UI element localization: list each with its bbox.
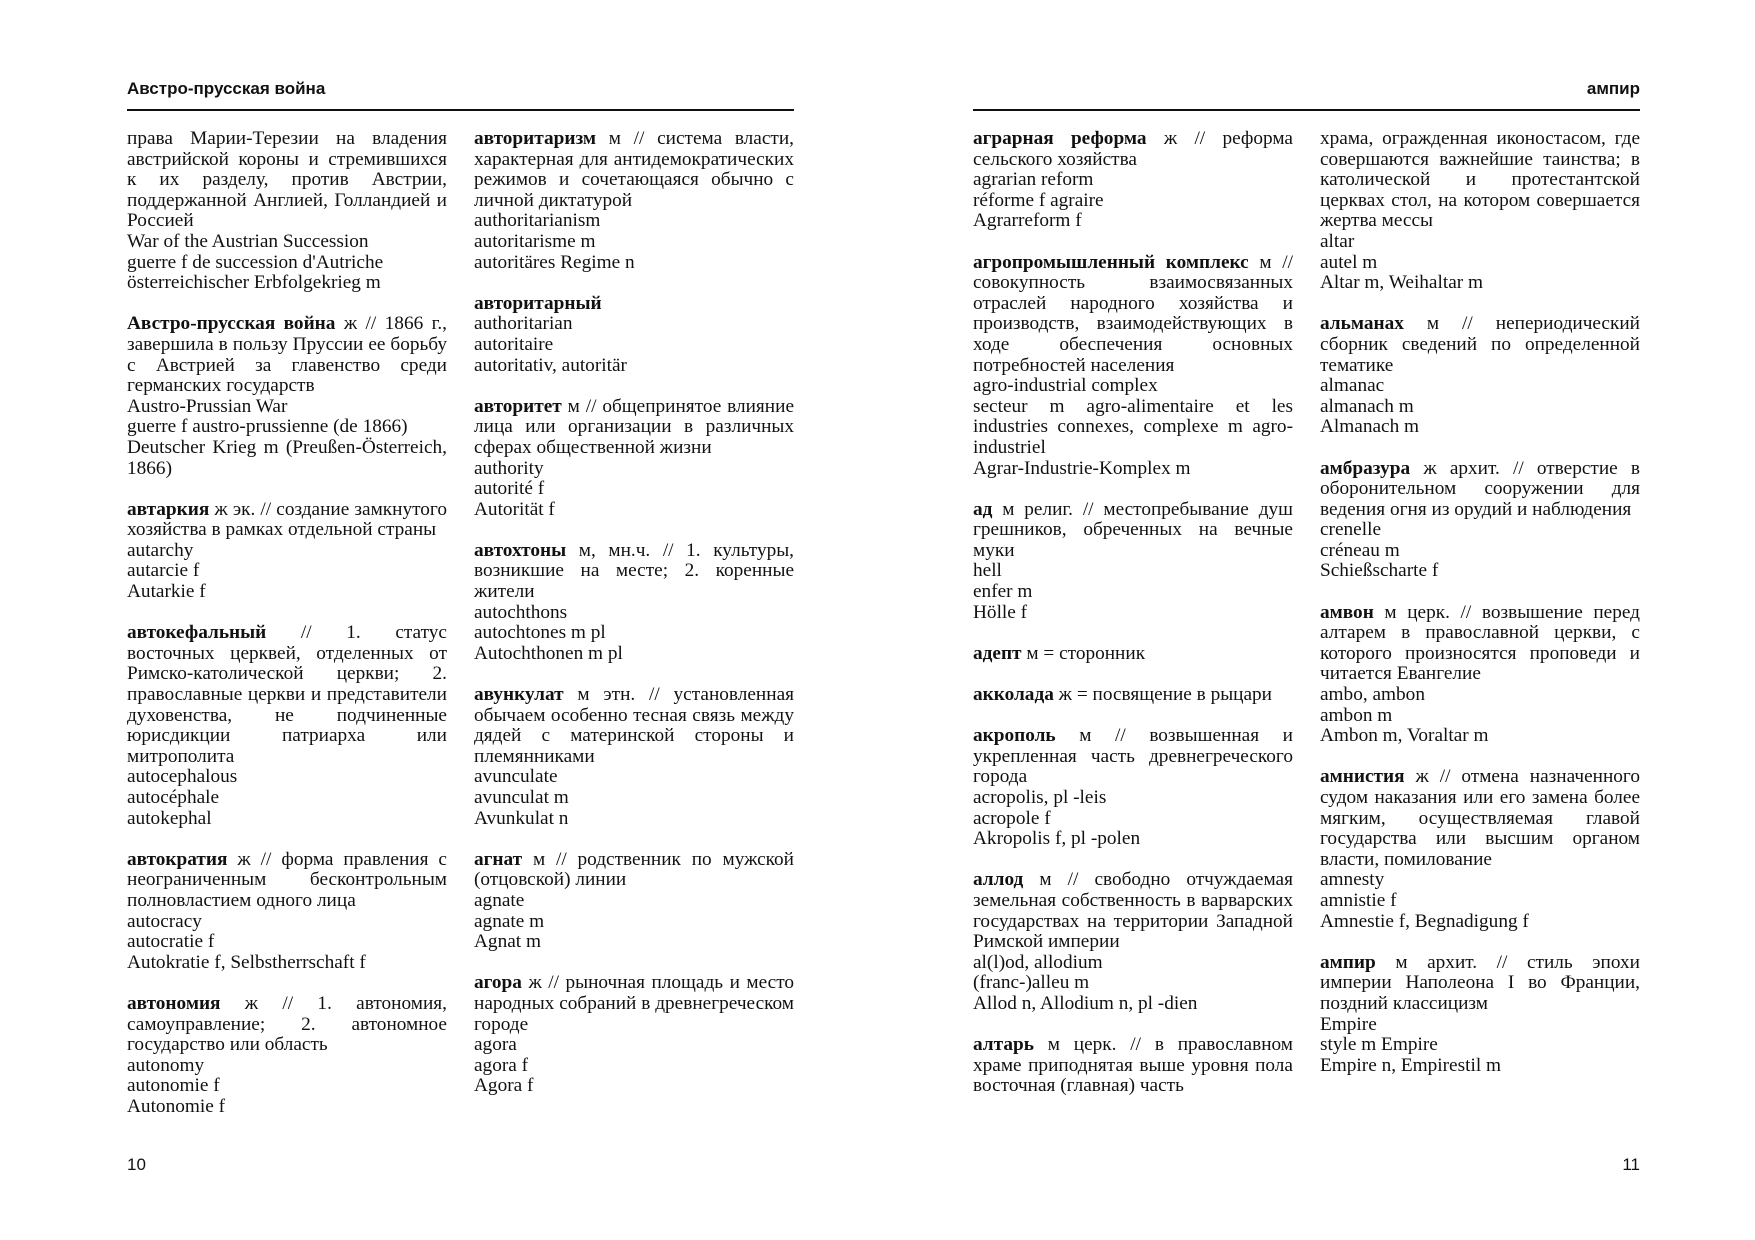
translation-fr: créneau m	[1320, 539, 1400, 561]
translation-de: Autochthonen m pl	[474, 642, 623, 664]
translation-fr: agnate m	[474, 910, 545, 932]
definition: м церк. // возвышение перед алтарем в православной церкви, с которого произносятся проповеди и читается Евангелие	[1320, 601, 1640, 685]
translation-en: al(l)od, allodium	[973, 951, 1103, 973]
translation-en: altar	[1320, 230, 1355, 252]
entry-agora	[474, 973, 794, 1097]
headword: автономия	[127, 992, 221, 1014]
entry-altar-continuation	[1320, 129, 1640, 294]
translation-fr: style m Empire	[1320, 1034, 1438, 1056]
translation-en: autocracy	[127, 910, 202, 932]
translation-fr: agora f	[474, 1054, 529, 1076]
entry-avtoritarizm	[474, 129, 794, 273]
translation-fr: autoritarisme m	[474, 230, 596, 252]
translation-fr: autoritaire	[474, 333, 554, 355]
definition: м // возвышенная и укрепленная часть древнегреческого города	[973, 725, 1293, 788]
translation-de: Akropolis f, pl -polen	[973, 828, 1141, 850]
definition: м // совокупность взаимосвязанных отраслей народного хозяйства и производств, взаимодействующих в ходе обеспечения основных потребностей населения	[973, 251, 1293, 376]
translation-fr: ambon m	[1320, 704, 1393, 726]
definition: м // общепринятое влияние лица или организации в различных сферах общественной жизни	[474, 395, 794, 458]
translation-fr: autocéphale	[127, 787, 220, 808]
translation-en: almanac	[1320, 375, 1385, 397]
headword: Австро-прусская война	[127, 313, 336, 335]
definition: храма, огражденная иконостасом, где совершаются важнейшие таинства; в католической и протестантской церквах стол, на котором совершается жертва мессы	[1320, 128, 1640, 232]
translation-en: authoritarianism	[474, 210, 601, 232]
right-page	[973, 0, 1640, 1240]
headword: аллод	[973, 869, 1024, 891]
column-2	[1320, 129, 1640, 1097]
column-1	[973, 129, 1293, 1118]
definition: м этн. // установленная обычаем особенно тесная связь между дядей с материнской стороны и племянниками	[474, 684, 794, 767]
headword: авункулат	[474, 684, 564, 706]
headword: автаркия	[127, 498, 210, 520]
entry-agrarnaya-reforma	[973, 129, 1293, 232]
translation-de: autokephal	[127, 807, 212, 829]
headword: алтарь	[973, 1034, 1034, 1056]
headword: агропромышленный комплекс	[973, 251, 1249, 273]
entry-altar	[973, 1035, 1293, 1097]
translation-en: acropolis, pl -leis	[973, 787, 1107, 808]
translation-de: Autonomie f	[127, 1095, 225, 1117]
translation-fr: (franc-)alleu m	[973, 972, 1090, 994]
headword: автокефальный	[127, 622, 267, 644]
definition: ж // 1866 г., завершила в пользу Пруссии ее борьбу с Австрией за главенство среди германских государств	[127, 313, 448, 397]
entry-amvon	[1320, 603, 1640, 747]
headword: адепт	[973, 642, 1022, 664]
translation-de: autoritativ, autoritär	[474, 354, 627, 376]
definition: м = сторонник	[1026, 642, 1146, 664]
translation-de: Autokratie f, Selbstherrschaft f	[127, 951, 366, 973]
column-1	[127, 129, 447, 1138]
translation-de: Almanach m	[1320, 416, 1420, 438]
translation-en: hell	[973, 560, 1002, 582]
translation-fr: autochtones m pl	[474, 622, 606, 644]
definition: ж эк. // создание замкнутого хозяйства в рамках отдельной страны	[127, 498, 447, 541]
entry-adept	[973, 644, 1293, 665]
definition: м религ. // местопребывание душ грешников, обреченных на вечные муки	[973, 498, 1293, 561]
headword: акколада	[973, 684, 1054, 706]
translation-de: autoritäres Regime n	[474, 251, 635, 273]
translation-de: Altar m, Weihaltar m	[1320, 272, 1484, 294]
page-number: 11	[1622, 1155, 1640, 1174]
left-page	[127, 0, 794, 1240]
translation-fr: autel m	[1320, 251, 1378, 273]
headword: автохтоны	[474, 539, 567, 561]
definition: ж = посвящение в рыцари	[1058, 684, 1272, 706]
entry-avtonomiya	[127, 994, 447, 1118]
entry-akropol	[973, 726, 1293, 850]
translation-de: österreichischer Erbfolgekrieg m	[127, 272, 381, 294]
headword: автократия	[127, 848, 228, 870]
translation-de: Empire n, Empirestil m	[1320, 1054, 1501, 1076]
translation-de: Autorität f	[474, 498, 555, 520]
headword: акрополь	[973, 725, 1056, 747]
translation-de: Avunkulat n	[474, 807, 569, 829]
translation-de: Hölle f	[973, 601, 1028, 623]
headword: аграрная реформа	[973, 128, 1147, 149]
running-head	[127, 79, 794, 105]
definition: м церк. // в православном храме приподнятая выше уровня пола восточная (главная) часть	[973, 1034, 1293, 1097]
entry-avtarkiya	[127, 500, 447, 603]
translation-en: crenelle	[1320, 519, 1382, 541]
entry-continuation	[127, 129, 447, 294]
definition: ж // рыночная площадь и место народных собраний в древнегреческом городе	[474, 972, 795, 1035]
translation-fr: guerre f austro-prussienne (de 1866)	[127, 416, 408, 438]
entry-ampir	[1320, 953, 1640, 1077]
headword: авторитаризм	[474, 128, 597, 149]
translation-en: autocephalous	[127, 766, 238, 788]
translation-en: agro-industrial complex	[973, 375, 1158, 397]
definition: м // свободно отчуждаемая земельная собственность в варварских государствах на территории Западной Римской империи	[973, 869, 1293, 953]
translation-en: agnate	[474, 889, 525, 911]
headword: агора	[474, 972, 522, 994]
header-rule	[973, 109, 1640, 111]
entry-avunkulat	[474, 685, 794, 829]
definition: права Марии-Терезии на владения австрийской короны и стремившихся к их разделу, против Австрии, поддержанной Англией, Голландией и Россией	[127, 128, 447, 232]
entry-avstro-prusskaya-voyna	[127, 314, 447, 479]
translation-en: agrarian reform	[973, 169, 1094, 191]
definition: ж // отмена назначенного судом наказания или его замена более мягким, осуществляемая главой государства или высшим органом власти, помилование	[1320, 766, 1640, 870]
translation-en: Austro-Prussian War	[127, 395, 288, 417]
translation-de: Agrar-Industrie-Komplex m	[973, 457, 1191, 479]
translation-fr: guerre f de succession d'Autriche	[127, 251, 384, 273]
translation-en: agora	[474, 1034, 517, 1056]
translation-de: Agnat m	[474, 931, 541, 953]
translation-fr: autonomie f	[127, 1075, 220, 1097]
translation-en: avunculate	[474, 766, 558, 788]
definition: м архит. // стиль эпохи империи Наполеона I во Франции, поздний классицизм	[1320, 951, 1640, 1014]
translation-de: Ambon m, Voraltar m	[1320, 725, 1489, 747]
translation-en: War of the Austrian Succession	[127, 230, 369, 252]
translation-fr: amnistie f	[1320, 889, 1397, 911]
definition: ж // 1. автономия, самоуправление; 2. автономное государство или область	[127, 992, 447, 1056]
running-head	[973, 79, 1640, 105]
translation-de: Agora f	[474, 1075, 534, 1097]
definition: ж // форма правления с неограниченным бесконтрольным полновластием одного лица	[127, 848, 447, 911]
translation-de: Schießscharte f	[1320, 560, 1439, 582]
headword: амбразура	[1320, 457, 1411, 479]
entry-avtokhtony	[474, 541, 794, 665]
translation-en: autarchy	[127, 539, 194, 561]
headword: авторитарный	[474, 292, 602, 314]
entry-agropromyshlennyy-kompleks	[973, 253, 1293, 480]
translation-en: amnesty	[1320, 869, 1385, 891]
headword: авторитет	[474, 395, 562, 417]
running-head-text: Австро-прусская война	[127, 79, 326, 98]
translation-en: ambo, ambon	[1320, 684, 1425, 706]
entry-avtoritarnyy	[474, 294, 794, 376]
definition: м // непериодический сборник сведений по определенной тематике	[1320, 313, 1640, 376]
translation-fr: acropole f	[973, 807, 1051, 829]
header-rule	[127, 109, 794, 111]
translation-en: Empire	[1320, 1013, 1377, 1035]
entry-ambrazura	[1320, 459, 1640, 583]
translation-fr: réforme f agraire	[973, 189, 1104, 211]
translation-fr: autorité f	[474, 478, 545, 500]
translation-fr: autarcie f	[127, 560, 200, 582]
translation-en: autochthons	[474, 601, 568, 623]
translation-de: Deutscher Krieg m (Preußen-Österreich, 1866)	[127, 436, 447, 479]
translation-de: Amnestie f, Begnadigung f	[1320, 910, 1529, 932]
definition: м, мн.ч. // 1. культуры, возникшие на месте; 2. коренные жители	[474, 539, 794, 603]
translation-de: Allod n, Allodium n, pl -dien	[973, 992, 1198, 1014]
translation-en: autonomy	[127, 1054, 205, 1076]
definition: м // родственник по мужской (отцовской) линии	[474, 848, 794, 891]
entry-almanakh	[1320, 314, 1640, 438]
headword: ампир	[1320, 951, 1376, 973]
translation-fr: enfer m	[973, 581, 1033, 603]
translation-de: Agrarreform f	[973, 210, 1082, 232]
translation-en: authority	[474, 457, 544, 479]
translation-fr: secteur m agro-alimentaire et les industries connexes, complexe m agro-industriel	[973, 395, 1293, 458]
headword: амнистия	[1320, 766, 1405, 788]
column-2	[474, 129, 794, 1118]
entry-avtokefalnyy	[127, 623, 447, 829]
translation-fr: autocratie f	[127, 931, 215, 953]
entry-allod	[973, 870, 1293, 1014]
headword: амвон	[1320, 601, 1374, 623]
entry-avtokratiya	[127, 850, 447, 974]
definition: ж архит. // отверстие в оборонительном сооружении для ведения огня из орудий и наблюдения	[1320, 457, 1640, 520]
page-number: 10	[127, 1155, 146, 1174]
entry-agnat	[474, 850, 794, 953]
translation-fr: almanach m	[1320, 395, 1414, 417]
translation-en: authoritarian	[474, 313, 573, 335]
entry-ad	[973, 500, 1293, 624]
running-head-text: ампир	[1586, 79, 1640, 98]
entry-amnistiya	[1320, 767, 1640, 932]
definition: м // система власти, характерная для антидемократических режимов и сочетающаяся обычно с личной диктатурой	[474, 128, 794, 211]
headword: агнат	[474, 848, 523, 870]
headword: ад	[973, 498, 993, 520]
headword: альманах	[1320, 313, 1404, 335]
translation-de: Autarkie f	[127, 581, 206, 603]
definition: ж // реформа сельского хозяйства	[973, 128, 1293, 170]
translation-fr: avunculat m	[474, 787, 569, 808]
entry-avtoritet	[474, 397, 794, 521]
entry-akkolada	[973, 685, 1293, 706]
definition: // 1. статус восточных церквей, отделенных от Римско-католической церкви; 2. православные церкви и представители духовенства, не подчиненные юрисдикции патриарха или митрополита	[127, 622, 447, 767]
